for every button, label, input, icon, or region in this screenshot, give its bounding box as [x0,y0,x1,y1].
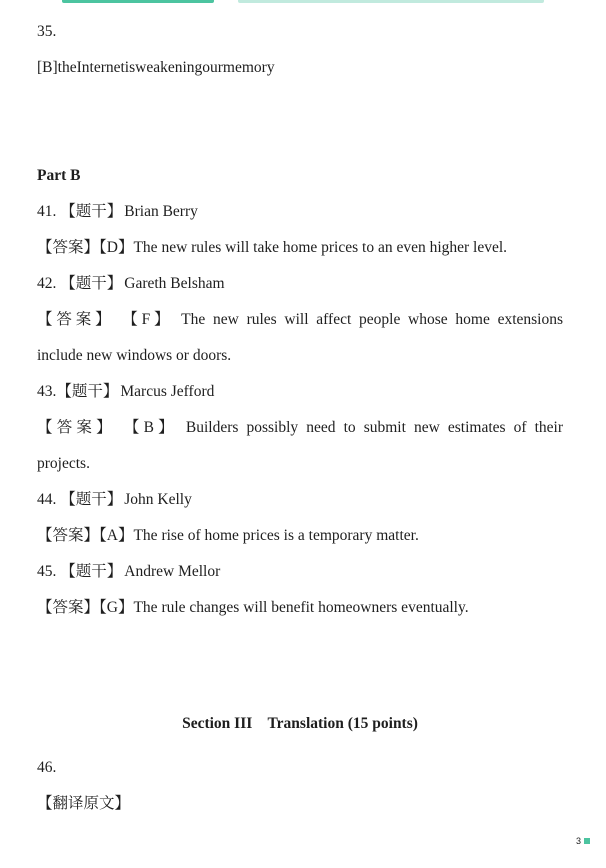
q41-name: Brian Berry [124,203,198,220]
q41-question-tag: 【题干】 [60,203,123,220]
q43-answer-letter: 【B】 [123,419,178,436]
page-number [576,836,590,846]
section-iii-heading: Section III Translation (15 points) [182,715,418,732]
q43-question-tag: 【题干】 [56,383,119,400]
q45-answer-tag: 【答案】 [37,599,100,616]
q42-answer-text-2: include new windows or doors. [37,347,232,364]
q45-question [37,562,220,582]
q43-answer-text-2: projects. [37,455,90,472]
q44-number: 44. [37,491,57,508]
q45-answer [37,598,469,618]
q44-answer-tag: 【答案】 [37,527,100,544]
q42-question [37,274,225,294]
q44-answer-text: The rise of home prices is a temporary matter. [133,527,419,544]
q42-answer-text-1: The new rules will affect people whose home extensions [181,311,564,328]
q41-answer-letter: 【D】 [99,239,134,256]
q42-answer-tag: 【答案】 [37,311,115,328]
q46-number: 46. [37,759,57,776]
q43-number: 43. [37,383,57,400]
q44-question-tag: 【题干】 [60,491,123,508]
q41-answer [37,238,507,258]
q43-answer [37,418,563,438]
q35-answer: [B]theInternetisweakeningourmemory [37,59,275,76]
q44-answer-letter: 【A】 [99,527,134,544]
q43-answer-tag: 【答案】 [37,419,116,436]
q42-answer-letter: 【F】 [122,311,174,328]
q35-number: 35. [37,23,57,40]
q42-question-tag: 【题干】 [60,275,123,292]
q44-name: John Kelly [124,491,192,508]
part-b-heading: Part B [37,167,81,184]
q43-question [37,382,214,402]
page-marker-square [584,838,590,844]
header-light-bar [238,0,544,3]
q44-question [37,490,192,510]
q42-answer [37,310,563,330]
q41-question [37,202,198,222]
q45-answer-text: The rule changes will benefit homeowners eventually. [133,599,469,616]
q45-answer-letter: 【G】 [99,599,134,616]
q45-question-tag: 【题干】 [60,563,123,580]
q43-answer-text-1: Builders possibly need to submit new estimates of their [185,419,563,436]
q42-number: 42. [37,275,57,292]
q43-name: Marcus Jefford [120,383,215,400]
page-number-label: 3 [575,836,581,846]
q44-answer [37,526,419,546]
q42-name: Gareth Belsham [124,275,225,292]
q41-number: 41. [37,203,57,220]
q46-source-tag: 【翻译原文】 [37,795,131,812]
q45-number: 45. [37,563,57,580]
q41-answer-text: The new rules will take home prices to an even higher level. [133,239,508,256]
q45-name: Andrew Mellor [124,563,221,580]
header-accent-bar [62,0,214,3]
q41-answer-tag: 【答案】 [37,239,100,256]
